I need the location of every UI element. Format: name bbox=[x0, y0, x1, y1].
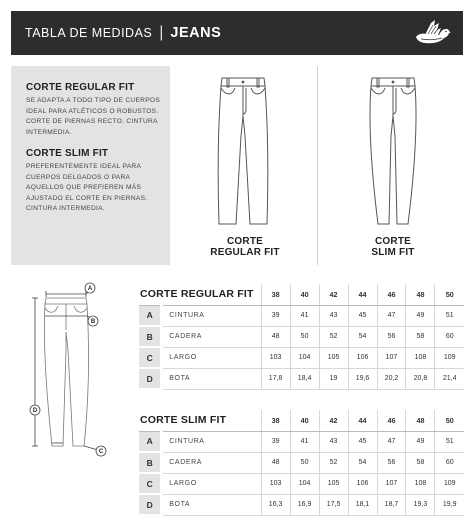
table-cell: 17,5 bbox=[319, 494, 348, 515]
size-header: 46 bbox=[377, 284, 406, 305]
row-letter: B bbox=[139, 452, 162, 473]
table-cell: 18,7 bbox=[377, 494, 406, 515]
table-cell: 17,8 bbox=[261, 368, 290, 389]
table-cell: 109 bbox=[435, 347, 464, 368]
regular-fit-title: CORTE REGULAR FIT bbox=[26, 82, 135, 93]
row-letter: B bbox=[139, 326, 162, 347]
table-cell: 54 bbox=[348, 326, 377, 347]
slim-fit-description: PREFERENTEMENTE IDEAL PARA CUERPOS DELGADOS O PARA AQUELLOS QUE PREFIEREN MÁS AJUSTADO EL CORTE EN PIERNAS. CINTURA INTERMEDIA. bbox=[26, 163, 148, 212]
table-cell: 47 bbox=[377, 431, 406, 452]
size-header: 40 bbox=[290, 284, 319, 305]
size-header: 50 bbox=[435, 284, 464, 305]
regular-fit-size-table bbox=[139, 284, 464, 390]
table-cell: 16,9 bbox=[290, 494, 319, 515]
table-cell: 103 bbox=[261, 473, 290, 494]
table-cell: 60 bbox=[435, 326, 464, 347]
size-header: 48 bbox=[406, 284, 435, 305]
size-header: 40 bbox=[290, 410, 319, 431]
table-cell: 19,3 bbox=[406, 494, 435, 515]
row-name: CADERA bbox=[162, 326, 261, 347]
size-header: 50 bbox=[435, 410, 464, 431]
table-cell: 104 bbox=[290, 347, 319, 368]
regular-fit-label-line2: REGULAR FIT bbox=[210, 247, 280, 258]
regular-fit-jeans-icon bbox=[210, 76, 276, 228]
row-name: CADERA bbox=[162, 452, 261, 473]
table-cell: 39 bbox=[261, 305, 290, 326]
size-header: 46 bbox=[377, 410, 406, 431]
table-cell: 41 bbox=[290, 305, 319, 326]
row-letter: A bbox=[139, 305, 162, 326]
vertical-divider bbox=[317, 66, 318, 265]
table-cell: 105 bbox=[319, 473, 348, 494]
regular-fit-label-line1: CORTE bbox=[227, 236, 263, 247]
measurement-diagram bbox=[18, 280, 118, 460]
table-cell: 43 bbox=[319, 431, 348, 452]
table-cell: 20,8 bbox=[406, 368, 435, 389]
header-title-prefix: TABLA DE MEDIDAS bbox=[25, 26, 153, 40]
table-cell: 106 bbox=[348, 347, 377, 368]
size-header: 42 bbox=[319, 410, 348, 431]
table-cell: 48 bbox=[261, 452, 290, 473]
size-header: 44 bbox=[348, 284, 377, 305]
table-cell: 108 bbox=[406, 347, 435, 368]
header-bar bbox=[11, 11, 463, 55]
row-letter: D bbox=[139, 368, 162, 389]
table-cell: 19 bbox=[319, 368, 348, 389]
marker-a-label: A bbox=[87, 286, 93, 293]
row-name: BOTA bbox=[162, 368, 261, 389]
table-header-row bbox=[139, 410, 464, 431]
row-letter: C bbox=[139, 473, 162, 494]
table-cell: 50 bbox=[290, 452, 319, 473]
table-cell: 105 bbox=[319, 347, 348, 368]
table-cell: 43 bbox=[319, 305, 348, 326]
slim-fit-label-line1: CORTE bbox=[375, 236, 411, 247]
table-cell: 52 bbox=[319, 326, 348, 347]
table-cell: 56 bbox=[377, 326, 406, 347]
table-cell: 19,6 bbox=[348, 368, 377, 389]
table-cell: 60 bbox=[435, 452, 464, 473]
regular-table-title: CORTE REGULAR FIT bbox=[139, 284, 261, 305]
table-cell: 45 bbox=[348, 431, 377, 452]
table-cell: 16,3 bbox=[261, 494, 290, 515]
row-name: LARGO bbox=[162, 347, 261, 368]
table-cell: 106 bbox=[348, 473, 377, 494]
size-header: 38 bbox=[261, 410, 290, 431]
marker-b-label: B bbox=[90, 319, 96, 326]
table-cell: 107 bbox=[377, 347, 406, 368]
table-cell: 51 bbox=[435, 305, 464, 326]
table-row bbox=[139, 473, 464, 494]
table-cell: 104 bbox=[290, 473, 319, 494]
table-cell: 103 bbox=[261, 347, 290, 368]
table-header-row bbox=[139, 284, 464, 305]
row-letter: A bbox=[139, 431, 162, 452]
table-cell: 54 bbox=[348, 452, 377, 473]
table-cell: 47 bbox=[377, 305, 406, 326]
table-cell: 18,4 bbox=[290, 368, 319, 389]
slim-fit-jeans-icon bbox=[362, 76, 424, 228]
table-cell: 18,1 bbox=[348, 494, 377, 515]
slim-table-title: CORTE SLIM FIT bbox=[139, 410, 261, 431]
table-cell: 109 bbox=[435, 473, 464, 494]
table-row bbox=[139, 452, 464, 473]
table-cell: 45 bbox=[348, 305, 377, 326]
marker-d-label: D bbox=[32, 408, 38, 415]
table-cell: 51 bbox=[435, 431, 464, 452]
table-cell: 21,4 bbox=[435, 368, 464, 389]
duck-logo-icon bbox=[413, 17, 451, 49]
table-cell: 108 bbox=[406, 473, 435, 494]
table-cell: 56 bbox=[377, 452, 406, 473]
size-header: 42 bbox=[319, 284, 348, 305]
regular-fit-description: SE ADAPTA A TODO TIPO DE CUERPOS IDEAL PARA ATLÉTICOS O ROBUSTOS. CORTE DE PIERNAS RECTO. CINTURA INTERMEDIA. bbox=[26, 97, 161, 136]
table-cell: 39 bbox=[261, 431, 290, 452]
row-name: CINTURA bbox=[162, 305, 261, 326]
table-cell: 49 bbox=[406, 431, 435, 452]
table-row bbox=[139, 368, 464, 389]
table-cell: 58 bbox=[406, 326, 435, 347]
header-separator: | bbox=[159, 24, 164, 41]
table-cell: 58 bbox=[406, 452, 435, 473]
table-cell: 50 bbox=[290, 326, 319, 347]
table-row bbox=[139, 347, 464, 368]
slim-fit-label-line2: SLIM FIT bbox=[371, 247, 415, 258]
row-letter: D bbox=[139, 494, 162, 515]
table-row bbox=[139, 305, 464, 326]
row-name: CINTURA bbox=[162, 431, 261, 452]
marker-c-label: C bbox=[98, 449, 104, 456]
table-row bbox=[139, 326, 464, 347]
size-header: 38 bbox=[261, 284, 290, 305]
slim-fit-size-table bbox=[139, 410, 464, 516]
row-letter: C bbox=[139, 347, 162, 368]
table-row bbox=[139, 431, 464, 452]
regular-fit-label bbox=[195, 236, 295, 258]
table-cell: 107 bbox=[377, 473, 406, 494]
row-name: LARGO bbox=[162, 473, 261, 494]
size-header: 48 bbox=[406, 410, 435, 431]
table-cell: 20,2 bbox=[377, 368, 406, 389]
table-cell: 41 bbox=[290, 431, 319, 452]
slim-fit-label bbox=[343, 236, 443, 258]
slim-fit-title: CORTE SLIM FIT bbox=[26, 148, 109, 159]
size-header: 44 bbox=[348, 410, 377, 431]
table-row bbox=[139, 494, 464, 515]
header-title-main: JEANS bbox=[170, 25, 222, 41]
table-cell: 48 bbox=[261, 326, 290, 347]
table-cell: 52 bbox=[319, 452, 348, 473]
fit-description-panel bbox=[11, 66, 170, 265]
table-cell: 49 bbox=[406, 305, 435, 326]
table-cell: 19,9 bbox=[435, 494, 464, 515]
row-name: BOTA bbox=[162, 494, 261, 515]
